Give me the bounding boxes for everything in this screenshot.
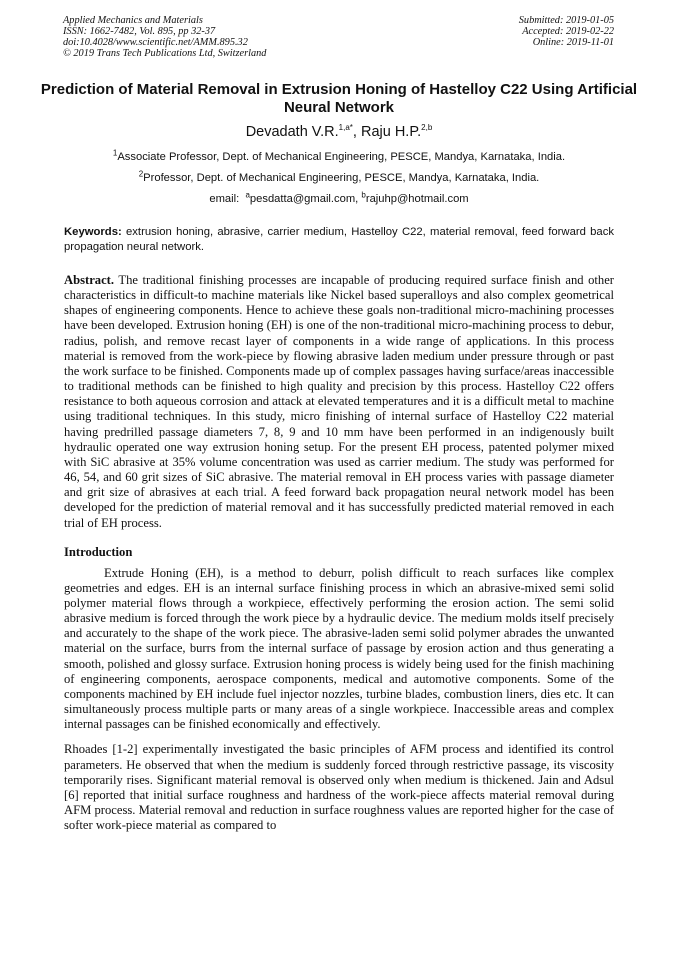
email-a-sup: a [245, 190, 250, 200]
introduction-heading: Introduction [64, 544, 133, 559]
intro-paragraph-2: Rhoades [1-2] experimentally investigated the basic principles of AFM process and identified its control parameters. He observed that when the medium is suddenly forced through restrictive passage, its viscosity temporarily rises. Significant material removal is observed only when medium is thickened. Jain and Adsul [6] reported that initial surface roughness and hardness of the work-piece affects material removal during AFM process. Material removal and reduction in surface roughness values are reported higher for the case of softer work-piece material as compared to [64, 742, 614, 833]
email-a[interactable]: pesdatta@gmail.com, [249, 193, 362, 205]
keywords [64, 225, 614, 255]
journal-name: Applied Mechanics and Materials [63, 15, 203, 26]
issn: ISSN: 1662-7482, Vol. 895, pp 32-37 [63, 26, 216, 37]
author-2: Raju H.P. [360, 124, 422, 140]
dates-info [519, 15, 614, 48]
email-b[interactable]: rajuhp@hotmail.com [365, 193, 469, 205]
copyright: © 2019 Trans Tech Publications Ltd, Switzerland [63, 48, 267, 59]
author-2-sup: 2,b [421, 123, 433, 133]
accepted-date: Accepted: 2019-02-22 [522, 26, 614, 37]
email-label: email: [209, 193, 246, 205]
online-date: Online: 2019-11-01 [532, 37, 614, 48]
email-b-sup: b [361, 190, 366, 200]
aff-1-sup: 1 [112, 148, 118, 158]
email-line [0, 192, 678, 206]
page-header [63, 15, 614, 59]
abstract-label: Abstract. [64, 273, 115, 287]
journal-info [63, 15, 266, 59]
submitted-date: Submitted: 2019-01-05 [518, 15, 614, 26]
aff-1-text: Associate Professor, Dept. of Mechanical Engineering, PESCE, Mandya, Karnataka, India. [117, 151, 566, 163]
author-1-sup: 1,a* [338, 123, 353, 133]
keywords-text: extrusion honing, abrasive, carrier medium, Hastelloy C22, material removal, feed forward back propagation neural network. [64, 226, 614, 253]
abstract-text: The traditional finishing processes are incapable of producing required surface finish and other characteristics in difficult-to machine materials like Nickel based superalloys and also complex geometrical shapes of engineering components. Hence to achieve these goals non-traditional micro-machining processes have been developed. Extrusion honing (EH) is one of the non-traditional micro-machining process to debur, radius, polish, and remove recast layer of components in a wide range of applications. In this process material is removed from the work-piece by flowing abrasive laden medium under pressure through or past the work surface to be finished. Components made up of complex passages having surface/areas inaccessible to traditional methods can be finished to high quality and precision by this process. Hastelloy C22 offers resistance to both aqueous corrosion and attack at elevated temperatures and it is a difficult metal to machine using traditional techniques. In this study, micro finishing of internal surface of Hastelloy C22 material having predrilled passage diameters 7, 8, 9 and 10 mm have been performed in an indigenously built hydraulic operated one way extrusion honing setup. For the present EH process, patented polymer mixed with SiC abrasive at 35% volume concentration was used as carrier medium. The study was performed for 46, 54, and 60 grit sizes of SiC abrasive. The material removal in EH process varies with passage diameter and grit size of abrasives at each trial. A feed forward back propagation neural network model has been developed for the prediction of material removal and it has successfully predicted material removed in each trial of EH process. [64, 273, 614, 530]
author-1: Devadath V.R. [245, 124, 339, 140]
abstract [64, 273, 614, 531]
authors [0, 122, 678, 142]
aff-2-sup: 2 [138, 169, 144, 179]
doi: doi:10.4028/www.scientific.net/AMM.895.32 [63, 37, 248, 48]
paper-title: Prediction of Material Removal in Extrusion Honing of Hastelloy C22 Using Artificial Neural Network [40, 81, 638, 116]
keywords-label: Keywords: [64, 226, 122, 238]
affiliation-2 [0, 171, 678, 185]
affiliation-1 [0, 150, 678, 164]
intro-paragraph-1: Extrude Honing (EH), is a method to deburr, polish difficult to reach surfaces like complex geometries and edges. EH is an internal surface finishing process in which an abrasive-mixed semi solid polymer material flows through a workpiece, effectively performing the erosion action. The semi solid abrasive medium is forced through the work piece by a hydraulic device. The medium molds itself precisely and accurately to the shape of the work piece. The abrasive-laden semi solid polymer abrades the unwanted material on the surface, burrs from the internal surface of passage by erosion action and thus generating a smooth, polished and glossy surface. Extrusion honing process is widely being used for the finish machining of engineering components, aerospace components, medical and automotive components. Some of the components machined by EH include fuel injector nozzles, turbine blades, combustion liners, dies etc. It can simultaneously process multiple parts or many areas of a single workpiece. Inaccessible areas and complex internal passages can be finished economically and effectively. [64, 565, 614, 732]
aff-2-text: Professor, Dept. of Mechanical Engineering, PESCE, Mandya, Karnataka, India. [143, 172, 540, 184]
author-sep: , [352, 124, 361, 140]
